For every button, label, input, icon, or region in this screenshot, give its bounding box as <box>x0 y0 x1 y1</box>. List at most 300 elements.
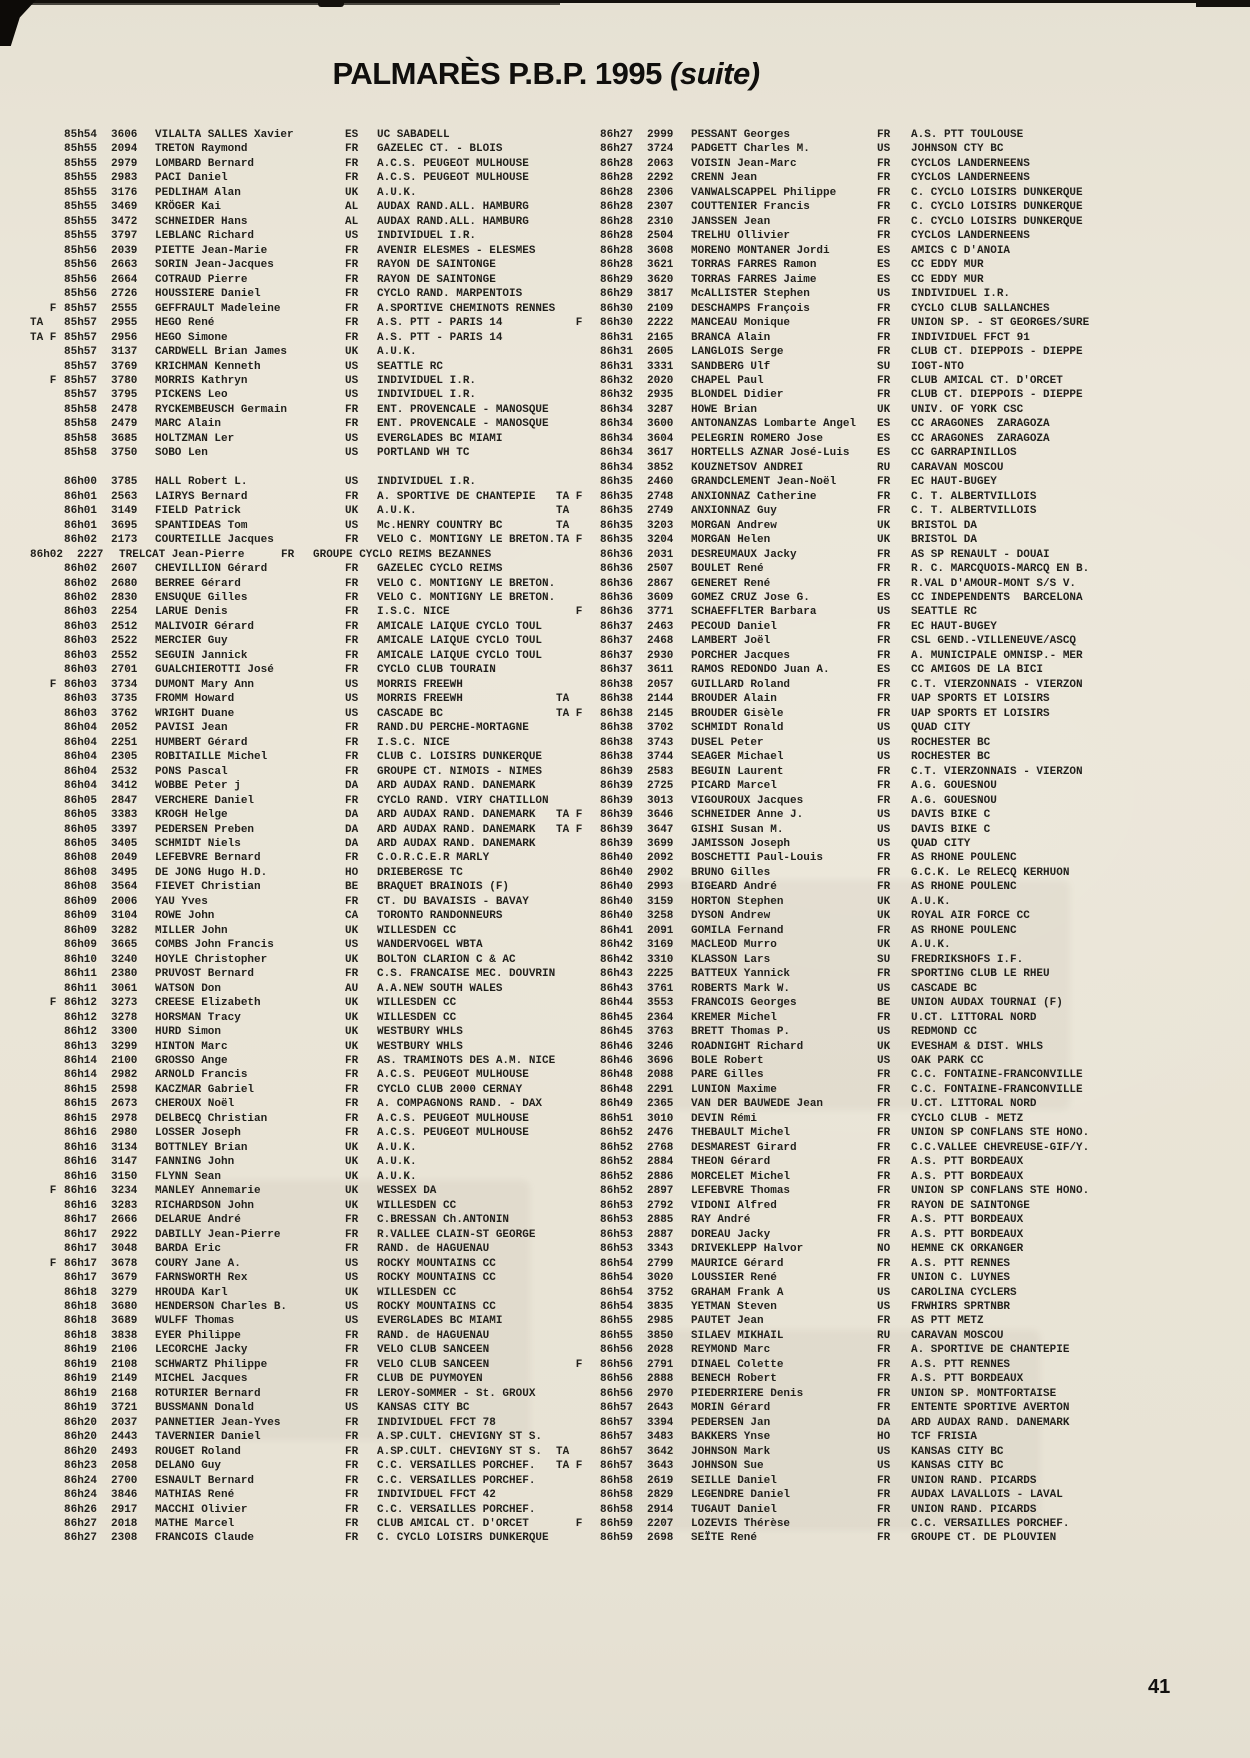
result-row <box>556 823 1140 837</box>
club-name: RAND.DU PERCHE-MORTAGNE <box>377 722 529 735</box>
rider-name: GOMILA Fernand <box>691 924 784 937</box>
bib-number: 2748 <box>647 490 674 503</box>
country-code: FR <box>877 1373 891 1386</box>
flags: TA <box>30 317 57 330</box>
result-row <box>556 562 1140 576</box>
country-code: BE <box>345 881 359 894</box>
flags: F <box>30 997 57 1010</box>
bib-number: 2306 <box>647 186 674 199</box>
bib-number: 3771 <box>647 606 674 619</box>
club-name: CLUB DE PUYMOYEN <box>377 1373 483 1386</box>
result-row <box>30 1474 554 1488</box>
bib-number: 3383 <box>111 809 138 822</box>
club-name: AUDAX RAND.ALL. HAMBURG <box>377 215 529 228</box>
rider-name: TRETON Raymond <box>155 143 248 156</box>
country-code: UK <box>345 186 359 199</box>
country-code: US <box>345 1300 359 1313</box>
country-code: UK <box>345 1286 359 1299</box>
country-code: FR <box>345 1532 359 1545</box>
country-code: US <box>877 606 891 619</box>
result-row <box>556 678 1140 692</box>
club-name: A.A.NEW SOUTH WALES <box>377 982 503 995</box>
country-code: FR <box>345 534 359 547</box>
rider-name: LAMBERT Joël <box>691 635 771 648</box>
club-name: BRISTOL DA <box>911 534 978 547</box>
rider-name: WULFF Thomas <box>155 1315 235 1328</box>
country-code: FR <box>345 490 359 503</box>
finish-time: 85h55 <box>64 157 98 170</box>
rider-name: VIDONI Alfred <box>691 1199 777 1212</box>
result-row <box>30 446 554 460</box>
club-name: U.CT. LITTORAL NORD <box>911 1011 1037 1024</box>
result-row <box>30 1445 554 1459</box>
finish-time: 86h58 <box>600 1503 634 1516</box>
rider-name: PEDERSEN Preben <box>155 823 255 836</box>
result-row <box>556 663 1140 677</box>
finish-time: 86h27 <box>600 129 634 141</box>
finish-time: 86h39 <box>600 780 634 793</box>
flags: TA <box>556 693 583 706</box>
country-code: US <box>345 230 359 243</box>
result-row <box>30 1286 554 1300</box>
club-name: I.S.C. NICE <box>377 736 450 749</box>
club-name: AS SP RENAULT - DOUAI <box>911 548 1050 561</box>
bib-number: 2364 <box>647 1011 674 1024</box>
club-name: HEMNE CK ORKANGER <box>911 1243 1024 1256</box>
finish-time: 86h12 <box>64 1026 98 1039</box>
bib-number: 3176 <box>111 186 138 199</box>
country-code: FR <box>345 418 359 431</box>
bib-number: 2955 <box>111 317 138 330</box>
bib-number: 2917 <box>111 1503 138 1516</box>
rider-name: YAU Yves <box>155 895 208 908</box>
result-row <box>30 1097 554 1111</box>
country-code: US <box>345 374 359 387</box>
result-row <box>556 1170 1140 1184</box>
bib-number: 3397 <box>111 823 138 836</box>
country-code: US <box>345 693 359 706</box>
finish-time: 86h15 <box>64 1112 98 1125</box>
club-name: EC HAUT-BUGEY <box>911 476 997 489</box>
bib-number: 2768 <box>647 1141 674 1154</box>
flags: TA <box>556 1445 583 1458</box>
country-code: FR <box>877 1199 891 1212</box>
bib-number: 2106 <box>111 1344 138 1357</box>
bib-number: 2583 <box>647 765 674 778</box>
bib-number: 3795 <box>111 389 138 402</box>
bib-number: 3258 <box>647 910 674 923</box>
rider-name: JOHNSON Sue <box>691 1460 764 1473</box>
club-name: BRAQUET BRAINOIS (F) <box>377 881 510 894</box>
bib-number: 3761 <box>647 982 674 995</box>
country-code: FR <box>345 606 359 619</box>
result-row <box>30 417 554 431</box>
finish-time: 86h28 <box>600 172 634 185</box>
bib-number: 3750 <box>111 447 138 460</box>
result-row <box>556 1358 1140 1372</box>
club-name: UNION SP CONFLANS STE HONO. <box>911 1127 1090 1140</box>
flags: F <box>556 317 583 330</box>
finish-time: 86h45 <box>600 1011 634 1024</box>
rider-name: MORENO MONTANER Jordi <box>691 244 830 257</box>
club-name: A.SPORTIVE CHEMINOTS RENNES <box>377 302 556 315</box>
finish-time: 86h48 <box>600 1069 634 1082</box>
country-code: FR <box>877 1272 891 1285</box>
country-code: FR <box>877 1185 891 1198</box>
result-row <box>30 1126 554 1140</box>
result-row <box>30 1503 554 1517</box>
club-name: INDIVIDUEL FFCT 91 <box>911 331 1030 344</box>
result-row <box>556 1517 1140 1531</box>
result-row <box>30 1300 554 1314</box>
club-name: EVERGLADES BC MIAMI <box>377 432 503 445</box>
country-code: FR <box>345 1098 359 1111</box>
result-row <box>30 1213 554 1227</box>
result-row <box>30 967 554 981</box>
country-code: FR <box>345 1112 359 1125</box>
bib-number: 2006 <box>111 895 138 908</box>
rider-name: COTRAUD Pierre <box>155 273 248 286</box>
finish-time: 86h19 <box>64 1358 98 1371</box>
finish-time: 86h03 <box>64 635 98 648</box>
rider-name: HURD Simon <box>155 1026 222 1039</box>
country-code: FR <box>345 563 359 576</box>
club-name: AS PTT METZ <box>911 1315 984 1328</box>
finish-time: 86h28 <box>600 186 634 199</box>
country-code: BE <box>877 997 891 1010</box>
rider-name: SCHNEIDER Anne J. <box>691 809 804 822</box>
rider-name: HOLTZMAN Ler <box>155 432 235 445</box>
finish-time: 86h27 <box>64 1532 98 1545</box>
rider-name: GUILLARD Roland <box>691 678 791 691</box>
rider-name: VILALTA SALLES Xavier <box>155 129 294 141</box>
bib-number: 3609 <box>647 592 674 604</box>
bib-number: 3752 <box>647 1286 674 1299</box>
result-row <box>556 1430 1140 1444</box>
rider-name: MORGAN Helen <box>691 534 771 547</box>
club-name: C.T. VIERZONNAIS - VIERZON <box>911 765 1083 778</box>
finish-time: 86h43 <box>600 968 634 981</box>
club-name: UNION SP. MONTFORTAISE <box>911 1387 1057 1400</box>
country-code: FR <box>877 1156 891 1169</box>
rider-name: CREESE Elizabeth <box>155 997 261 1010</box>
rider-name: DUSEL Peter <box>691 736 764 749</box>
result-row <box>556 591 1140 605</box>
rider-name: ANTONANZAS Lombarte Angel <box>691 418 857 431</box>
finish-time: 85h56 <box>64 273 98 286</box>
club-name: A.C.S. PEUGEOT MULHOUSE <box>377 1127 529 1140</box>
bib-number: 3721 <box>111 1402 138 1415</box>
country-code: FR <box>877 302 891 315</box>
finish-time: 86h05 <box>64 823 98 836</box>
country-code: FR <box>877 1141 891 1154</box>
club-name: C. CYCLO LOISIRS DUNKERQUE <box>911 186 1083 199</box>
bib-number: 2149 <box>111 1373 138 1386</box>
club-name: C. T. ALBERTVILLOIS <box>911 505 1037 518</box>
result-row <box>556 200 1140 214</box>
rider-name: GOMEZ CRUZ Jose G. <box>691 592 810 604</box>
club-name: A. SPORTIVE DE CHANTEPIE <box>911 1344 1070 1357</box>
finish-time: 86h18 <box>64 1315 98 1328</box>
finish-time: 86h05 <box>64 809 98 822</box>
finish-time: 86h02 <box>64 563 98 576</box>
result-row <box>30 1170 554 1184</box>
country-code: FR <box>345 635 359 648</box>
club-name: INDIVIDUEL I.R. <box>377 230 477 243</box>
rider-name: BLONDEL Didier <box>691 389 784 402</box>
country-code: US <box>345 939 359 952</box>
finish-time: 86h38 <box>600 722 634 735</box>
finish-time: 86h57 <box>600 1416 634 1429</box>
result-row <box>556 533 1140 547</box>
country-code: US <box>345 1402 359 1415</box>
club-name: CARAVAN MOSCOU <box>911 1329 1004 1342</box>
rider-name: ENSUQUE Gilles <box>155 592 248 604</box>
finish-time: 86h53 <box>600 1199 634 1212</box>
result-row <box>30 287 554 301</box>
finish-time: 86h17 <box>64 1257 98 1270</box>
country-code: US <box>345 447 359 460</box>
finish-time: 86h39 <box>600 765 634 778</box>
country-code: DA <box>345 780 359 793</box>
finish-time: 86h55 <box>600 1329 634 1342</box>
rider-name: RAMOS REDONDO Juan A. <box>691 664 830 677</box>
finish-time: 86h28 <box>600 244 634 257</box>
bib-number: 2979 <box>111 157 138 170</box>
club-name: AUDAX LAVALLOIS - LAVAL <box>911 1489 1063 1502</box>
club-name: ROCKY MOUNTAINS CC <box>377 1300 496 1313</box>
finish-time: 86h17 <box>64 1243 98 1256</box>
club-name: A.S. PTT BORDEAUX <box>911 1170 1024 1183</box>
country-code: FR <box>345 1474 359 1487</box>
result-row <box>30 837 554 851</box>
result-row <box>556 967 1140 981</box>
bib-number: 3685 <box>111 432 138 445</box>
finish-time: 86h31 <box>600 331 634 344</box>
club-name: UAP SPORTS ET LOISIRS <box>911 707 1050 720</box>
rider-name: BOSCHETTI Paul-Louis <box>691 852 824 865</box>
rider-name: LEBLANC Richard <box>155 230 255 243</box>
club-name: ENT. PROVENCALE - MANOSQUE <box>377 403 549 416</box>
bib-number: 2598 <box>111 1083 138 1096</box>
country-code: FR <box>877 968 891 981</box>
rider-name: VERCHERE Daniel <box>155 794 255 807</box>
club-name: FRWHIRS SPRTNBR <box>911 1300 1011 1313</box>
rider-name: KRICHMAN Kenneth <box>155 360 261 373</box>
country-code: US <box>877 722 891 735</box>
country-code: ES <box>877 418 891 431</box>
flags: F <box>556 606 583 619</box>
finish-time: 86h03 <box>64 678 98 691</box>
club-name: A.SP.CULT. CHEVIGNY ST S. <box>377 1431 543 1444</box>
result-row <box>556 1213 1140 1227</box>
country-code: DA <box>345 837 359 850</box>
rider-name: DRIVEKLEPP Halvor <box>691 1243 804 1256</box>
club-name: AS RHONE POULENC <box>911 852 1017 865</box>
rider-name: COMBS John Francis <box>155 939 274 952</box>
country-code: FR <box>345 403 359 416</box>
result-row <box>30 736 554 750</box>
finish-time: 85h58 <box>64 432 98 445</box>
result-row <box>556 779 1140 793</box>
club-name: CYCLO CLUB 2000 CERNAY <box>377 1083 523 1096</box>
bib-number: 3147 <box>111 1156 138 1169</box>
rider-name: ROWE John <box>155 910 215 923</box>
bib-number: 2100 <box>111 1055 138 1067</box>
country-code: FR <box>345 273 359 286</box>
finish-time: 86h42 <box>600 953 634 966</box>
rider-name: COURY Jane A. <box>155 1257 241 1270</box>
result-row <box>30 504 554 518</box>
result-row <box>556 880 1140 894</box>
club-name: INDIVIDUEL I.R. <box>377 476 477 489</box>
club-name: AS RHONE POULENC <box>911 924 1017 937</box>
result-row <box>30 1054 554 1068</box>
scan-corner-top-right <box>1196 0 1250 7</box>
result-row <box>30 1083 554 1097</box>
finish-time: 85h55 <box>64 215 98 228</box>
country-code: FR <box>345 1358 359 1371</box>
country-code: FR <box>345 172 359 185</box>
country-code: FR <box>345 1431 359 1444</box>
club-name: AUDAX RAND.ALL. HAMBURG <box>377 201 529 214</box>
result-row <box>30 490 554 504</box>
result-row <box>30 794 554 808</box>
club-name: ARD AUDAX RAND. DANEMARK <box>377 809 536 822</box>
club-name: ROCKY MOUNTAINS CC <box>377 1272 496 1285</box>
country-code: FR <box>877 707 891 720</box>
finish-time: 85h56 <box>64 244 98 257</box>
result-row <box>30 663 554 677</box>
result-row <box>30 721 554 735</box>
bib-number: 2725 <box>647 780 674 793</box>
club-name: EVESHAM & DIST. WHLS <box>911 1040 1044 1053</box>
country-code: DA <box>345 809 359 822</box>
result-row <box>30 895 554 909</box>
rider-name: KLASSON Lars <box>691 953 771 966</box>
country-code: FR <box>877 490 891 503</box>
club-name: C.C. FONTAINE-FRANCONVILLE <box>911 1083 1083 1096</box>
result-row <box>30 200 554 214</box>
club-name: A. COMPAGNONS RAND. - DAX <box>377 1098 543 1111</box>
bib-number: 2173 <box>111 534 138 547</box>
bib-number: 2673 <box>111 1098 138 1111</box>
finish-time: 86h17 <box>64 1272 98 1285</box>
club-name: ROCHESTER BC <box>911 736 991 749</box>
rider-name: DE JONG Hugo H.D. <box>155 866 268 879</box>
club-name: G.C.K. Le RELECQ KERHUON <box>911 866 1070 879</box>
club-name: QUAD CITY <box>911 837 971 850</box>
bib-number: 3564 <box>111 881 138 894</box>
rider-name: PORCHER Jacques <box>691 649 791 662</box>
club-name: A.C.S. PEUGEOT MULHOUSE <box>377 172 529 185</box>
country-code: US <box>877 1300 891 1313</box>
result-row <box>556 142 1140 156</box>
country-code: ES <box>877 259 891 272</box>
result-row <box>30 229 554 243</box>
result-row <box>556 548 1140 562</box>
finish-time: 86h20 <box>64 1431 98 1444</box>
bib-number: 3689 <box>111 1315 138 1328</box>
rider-name: TRELHU Ollivier <box>691 230 791 243</box>
result-row <box>556 1314 1140 1328</box>
finish-time: 86h15 <box>64 1098 98 1111</box>
bib-number: 3240 <box>111 953 138 966</box>
bib-number: 3785 <box>111 476 138 489</box>
country-code: UK <box>345 1040 359 1053</box>
bib-number: 3838 <box>111 1329 138 1342</box>
result-row <box>30 1488 554 1502</box>
finish-time: 86h54 <box>600 1257 634 1270</box>
country-code: FR <box>345 895 359 908</box>
country-code: ES <box>877 592 891 604</box>
country-code: FR <box>877 1344 891 1357</box>
rider-name: MORRIS Kathryn <box>155 374 248 387</box>
result-row <box>30 953 554 967</box>
result-row <box>30 577 554 591</box>
result-row <box>556 1271 1140 1285</box>
country-code: UK <box>877 895 891 908</box>
result-row <box>556 1040 1140 1054</box>
rider-name: PAVISI Jean <box>155 722 228 735</box>
finish-time: 86h40 <box>600 852 634 865</box>
bib-number: 3234 <box>111 1185 138 1198</box>
bib-number: 2380 <box>111 968 138 981</box>
country-code: FR <box>345 1503 359 1516</box>
club-name: INDIVIDUEL FFCT 78 <box>377 1416 496 1429</box>
club-name: C.BRESSAN Ch.ANTONIN <box>377 1214 510 1227</box>
rider-name: MILLER John <box>155 924 228 937</box>
result-row <box>30 345 554 359</box>
country-code: US <box>345 1315 359 1328</box>
finish-time: 86h18 <box>64 1286 98 1299</box>
result-row <box>556 461 1140 475</box>
club-name: CARAVAN MOSCOU <box>911 461 1004 474</box>
bib-number: 3695 <box>111 519 138 532</box>
country-code: ES <box>345 129 359 141</box>
rider-name: ROBITAILLE Michel <box>155 751 268 764</box>
country-code: FR <box>877 794 891 807</box>
bib-number: 2999 <box>647 129 674 141</box>
bib-number: 2251 <box>111 736 138 749</box>
bib-number: 2680 <box>111 577 138 590</box>
bib-number: 3495 <box>111 866 138 879</box>
result-row <box>556 360 1140 374</box>
bib-number: 2922 <box>111 1228 138 1241</box>
bib-number: 2292 <box>647 172 674 185</box>
result-row <box>30 331 554 345</box>
club-name: UNION SP. - ST GEORGES/SURE <box>911 317 1090 330</box>
bib-number: 2643 <box>647 1402 674 1415</box>
result-row <box>30 779 554 793</box>
bib-number: 3611 <box>647 664 674 677</box>
country-code: FR <box>345 1518 359 1530</box>
country-code: FR <box>345 664 359 677</box>
finish-time: 86h03 <box>64 707 98 720</box>
result-row <box>30 823 554 837</box>
bib-number: 3137 <box>111 346 138 359</box>
bib-number: 3769 <box>111 360 138 373</box>
result-row <box>30 533 554 547</box>
results-column-left <box>30 128 554 1546</box>
rider-name: DELANO Guy <box>155 1460 222 1473</box>
bib-number: 2291 <box>647 1083 674 1096</box>
finish-time: 86h41 <box>600 924 634 937</box>
bib-number: 3600 <box>647 418 674 431</box>
result-row <box>556 736 1140 750</box>
bib-number: 2037 <box>111 1416 138 1429</box>
finish-time: 85h57 <box>64 346 98 359</box>
